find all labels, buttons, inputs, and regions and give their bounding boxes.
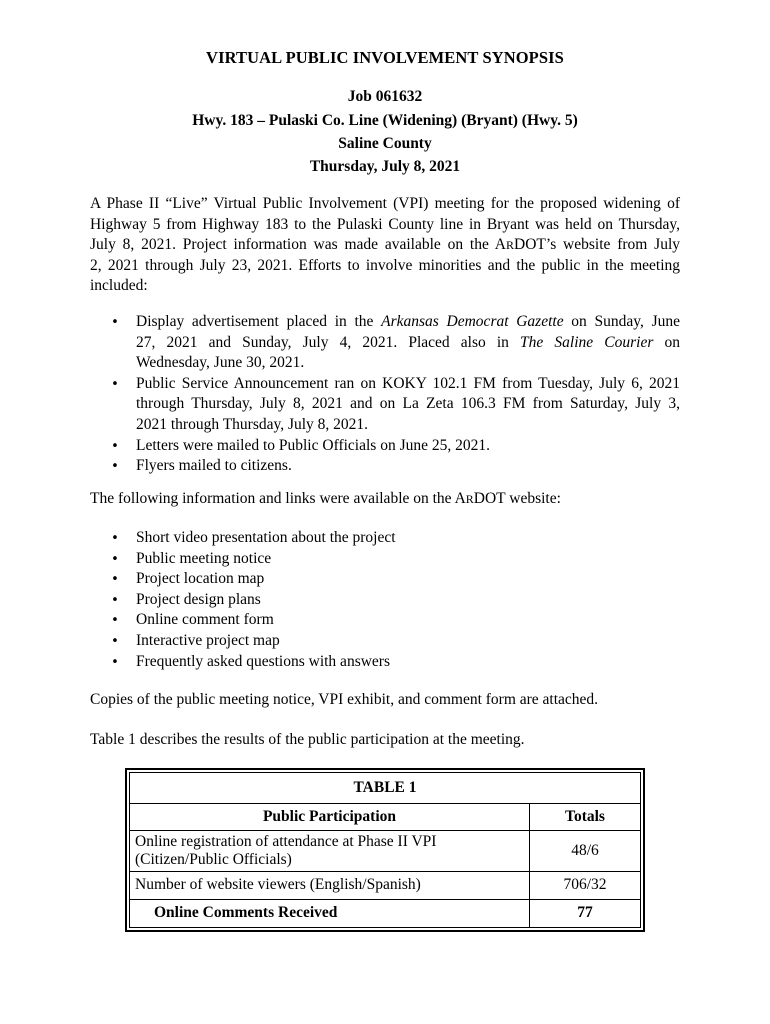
list-item: • Project location map	[90, 569, 680, 590]
bullet-icon	[110, 652, 120, 674]
table-row	[130, 871, 641, 899]
document-title: VIRTUAL PUBLIC INVOLVEMENT SYNOPSIS	[206, 48, 564, 67]
bullet-icon	[110, 528, 120, 550]
copies-paragraph: Copies of the public meeting notice, VPI exhibit, and comment form are attached.	[90, 691, 599, 708]
table-row	[130, 831, 641, 871]
row-label: Online Comments Received	[130, 899, 530, 927]
efforts-list	[90, 312, 680, 477]
list-item: • Interactive project map	[90, 631, 680, 652]
participation-table	[125, 768, 645, 932]
bullet-icon	[110, 610, 120, 632]
website-links-list	[90, 528, 680, 672]
row-value: 77	[530, 899, 641, 927]
project-highway: Hwy. 183 – Pulaski Co. Line (Widening) (Bryant) (Hwy. 5)	[192, 112, 578, 129]
intro-line-3: July 8, 2021. Project information was made available on the ARDOT’s website from July	[90, 236, 680, 254]
bullet-icon	[110, 569, 120, 591]
row-value: 48/6	[530, 831, 641, 871]
list-item: • Flyers mailed to citizens.	[90, 456, 680, 477]
table-title: TABLE 1	[130, 773, 641, 804]
intro-line-1: A Phase II “Live” Virtual Public Involvement (VPI) meeting for the proposed widening of	[90, 195, 680, 212]
bullet-icon	[110, 374, 120, 396]
list-item: • Letters were mailed to Public Officials on June 25, 2021.	[90, 436, 680, 457]
list-item: • Online comment form	[90, 610, 680, 631]
column-header-totals: Totals	[530, 804, 641, 831]
intro-line-5: included:	[90, 277, 148, 295]
intro-line-2: Highway 5 from Highway 183 to the Pulaski County line in Bryant was held on Thursday,	[90, 215, 680, 233]
list-item: • Short video presentation about the project	[90, 528, 680, 549]
list-item: • Display advertisement placed in the Arkansas Democrat Gazette on Sunday, June 27, 2021 and Sunday, July 4, 2021. Placed also in The Saline Courier on Wednesday, June 30, 2021.	[90, 312, 680, 374]
intro-paragraph	[90, 194, 680, 297]
project-county: Saline County	[338, 135, 432, 152]
column-header-participation: Public Participation	[130, 804, 530, 831]
bullet-icon	[110, 631, 120, 653]
table-row	[130, 899, 641, 927]
bullet-icon	[110, 312, 120, 334]
list-item: • Public meeting notice	[90, 549, 680, 570]
bullet-icon	[110, 436, 120, 458]
table-intro-paragraph: Table 1 describes the results of the public participation at the meeting.	[90, 731, 525, 748]
intro-line-4: 2, 2021 through July 23, 2021. Efforts to involve minorities and the public in the meeting	[90, 256, 680, 274]
row-value: 706/32	[530, 871, 641, 899]
bullet-icon	[110, 590, 120, 612]
meeting-date: Thursday, July 8, 2021	[309, 158, 461, 175]
list-item: • Public Service Announcement ran on KOKY 102.1 FM from Tuesday, July 6, 2021 through Thursday, July 8, 2021 and on La Zeta 106.3 FM from Saturday, July 3, 2021 through Thursday, July 8, 2021.	[90, 374, 680, 436]
job-number: Job 061632	[347, 88, 423, 105]
list-item: • Project design plans	[90, 590, 680, 611]
bullet-icon	[110, 549, 120, 571]
row-label: Online registration of attendance at Phase II VPI (Citizen/Public Officials)	[130, 831, 530, 871]
list-item: • Frequently asked questions with answers	[90, 652, 680, 673]
links-intro: The following information and links were available on the ARDOT website:	[90, 490, 561, 507]
row-label: Number of website viewers (English/Spanish)	[130, 871, 530, 899]
bullet-icon	[110, 456, 120, 478]
